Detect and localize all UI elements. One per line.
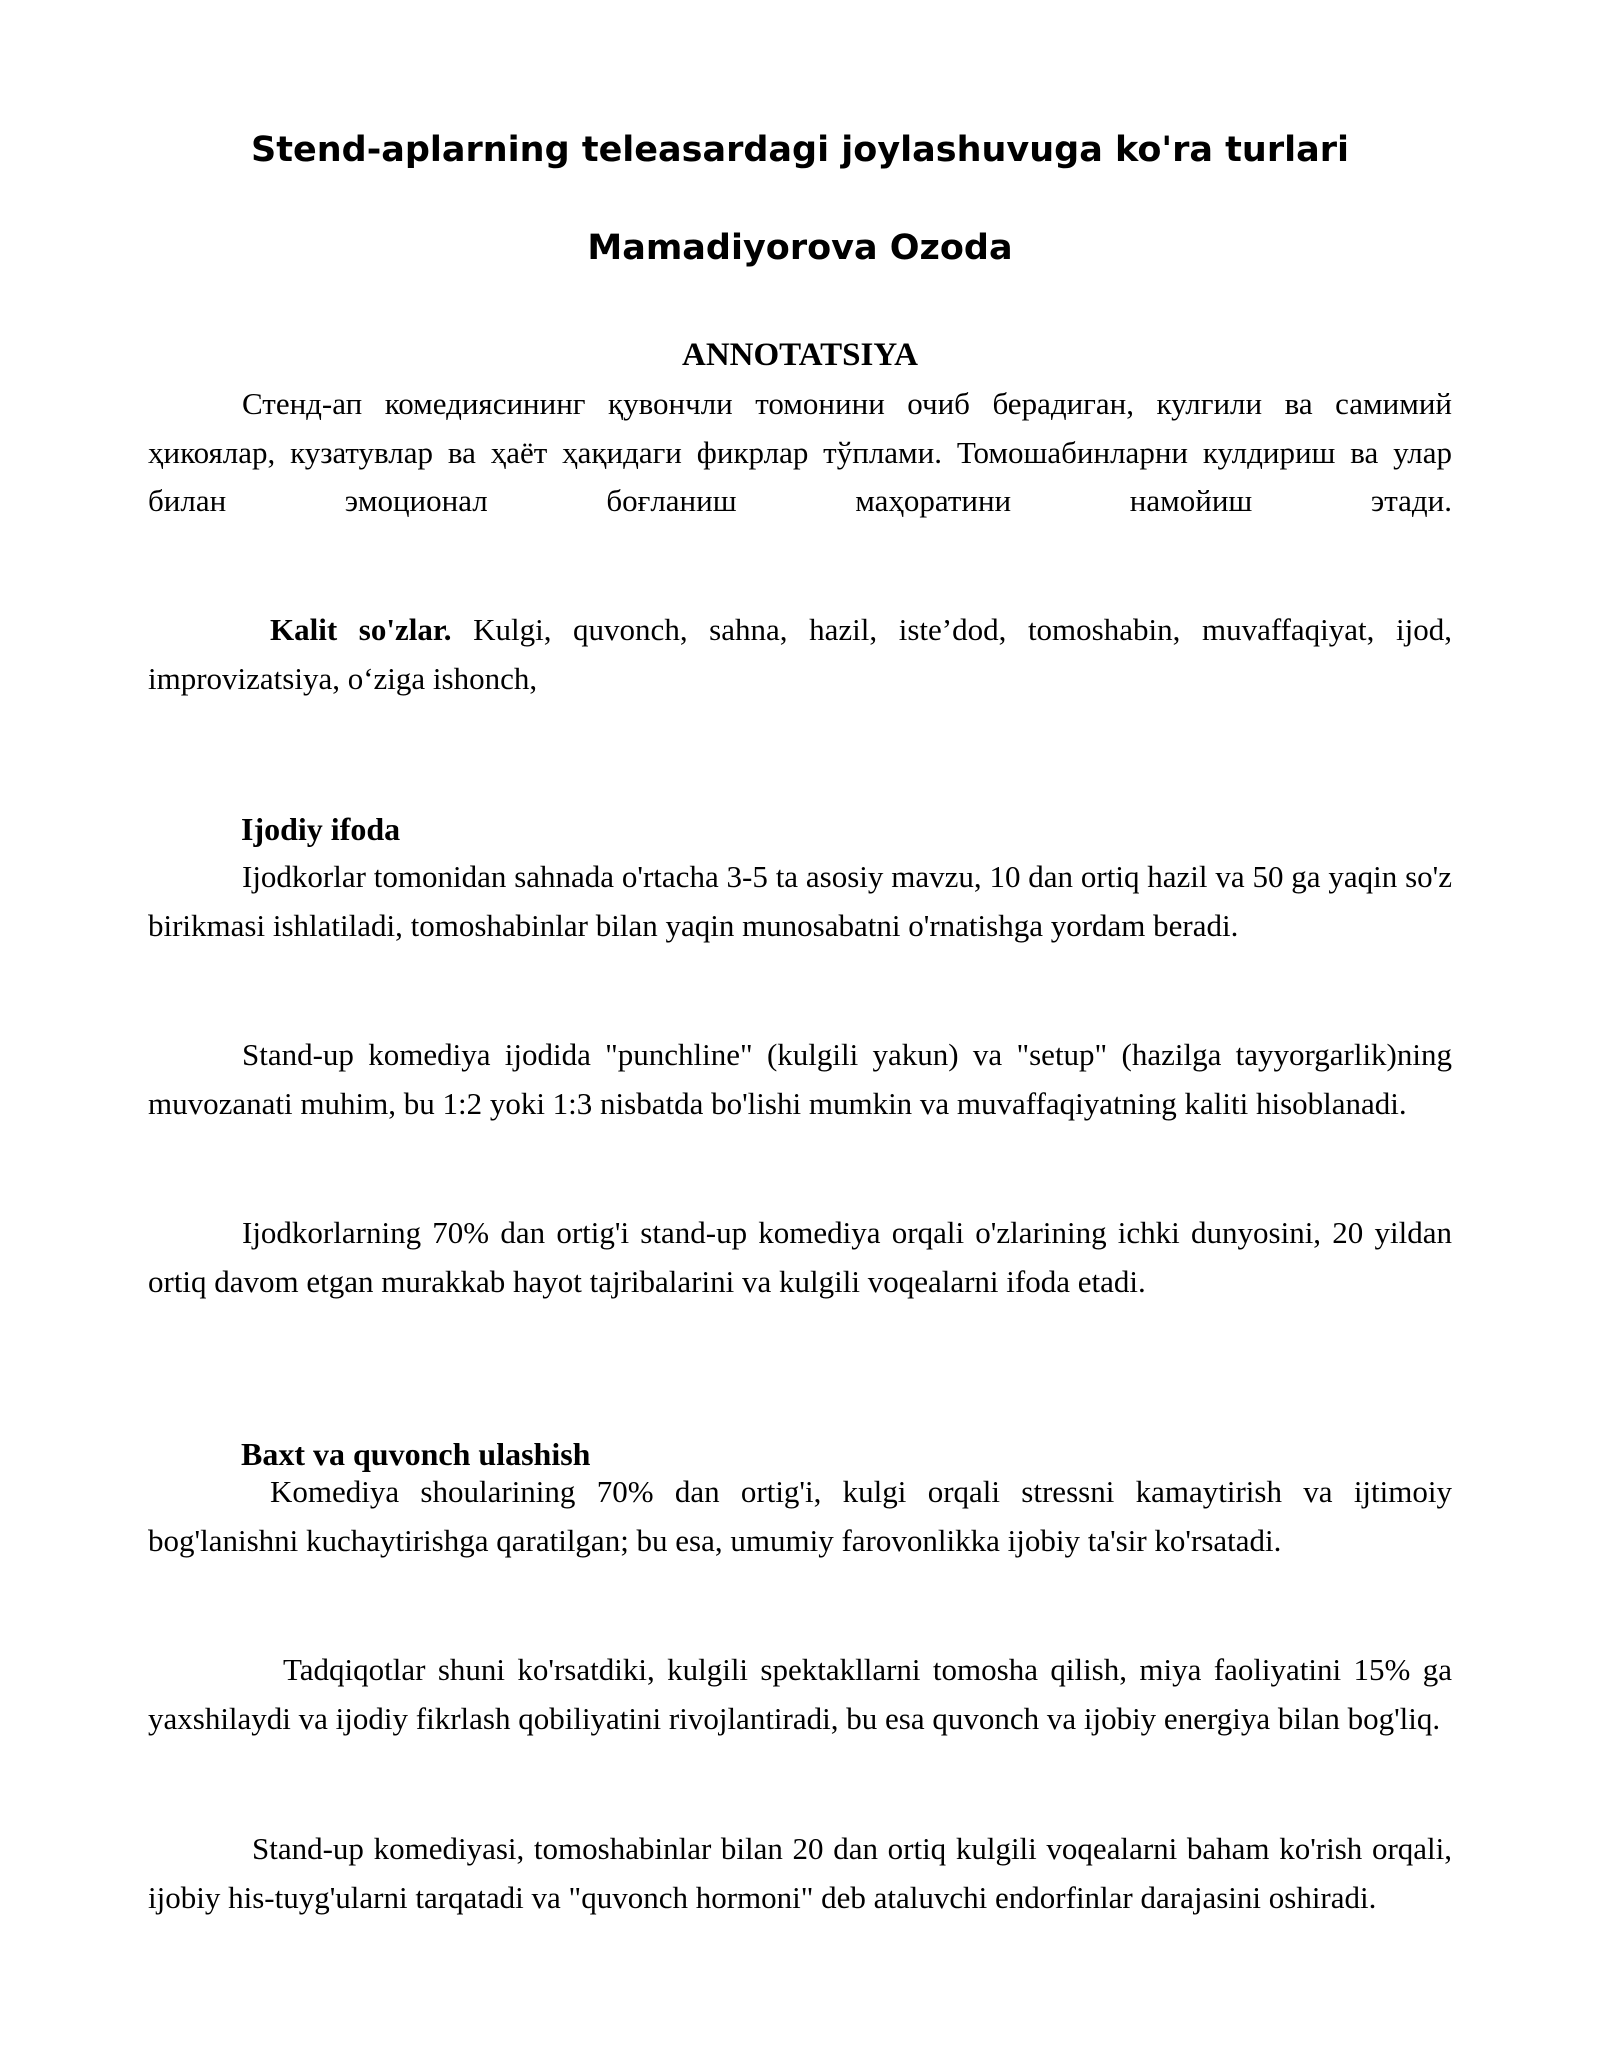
section-paragraph: Stand-up komediyasi, tomoshabinlar bilan 20 dan ortiq kulgili voqealarni baham ko'rish orqali, ijobiy his-tuyg'ularni tarqatadi va "quvonch hormoni" deb ataluvchi endorfinlar darajasini oshiradi. [148,1831,1452,1915]
annotation-heading: ANNOTATSIYA [682,337,918,373]
section-paragraph: Ijodkorlar tomonidan sahnada o'rtacha 3-5 ta asosiy mavzu, 10 dan ortiq hazil va 50 ga yaqin so'z birikmasi ishlatiladi, tomoshabinlar bilan yaqin munosabatni o'rnatishga yordam beradi. [148,859,1452,943]
annotation-paragraph: Стенд-ап комедиясининг қувончли томонини очиб берадиган, кулгили ва самимий ҳикоялар, кузатувлар ва ҳаёт ҳақидаги фикрлар тўплами. Томошабинларни кулдириш ва улар билан эмоционал боғланиш маҳоратини намойиш этади. [148,386,1452,518]
document-title: Stend-aplarning teleasardagi joylashuvuga ko'ra turlari [251,130,1349,170]
section-heading: Baxt va quvonch ulashish [241,1436,591,1472]
author-name: Mamadiyorova Ozoda [587,228,1013,268]
keywords-paragraph [148,606,1452,703]
section-paragraph: Komediya shoularining 70% dan ortig'i, kulgi orqali stressni kamaytirish va ijtimoiy bog'lanishni kuchaytirishga qaratilgan; bu esa, umumiy farovonlikka ijobiy ta'sir ko'rsatadi. [148,1474,1452,1558]
section-paragraph: Tadqiqotlar shuni ko'rsatdiki, kulgili spektakllarni tomosha qilish, miya faoliyatini 15% ga yaxshilaydi va ijodiy fikrlash qobiliyatini rivojlantiradi, bu esa quvonch va ijobiy energiya bilan bog'liq. [148,1652,1452,1736]
keywords-label: Kalit so'zlar. [270,612,452,647]
section-paragraph: Stand-up komediya ijodida "punchline" (kulgili yakun) va "setup" (hazilga tayyorgarlik)ning muvozanati muhim, bu 1:2 yoki 1:3 nisbatda bo'lishi mumkin va muvaffaqiyatning kaliti hisoblanadi. [148,1037,1452,1121]
section-heading: Ijodiy ifoda [241,811,401,847]
keywords-text: Kulgi, quvonch, sahna, hazil, iste’dod, tomoshabin, muvaffaqiyat, ijod, improvizatsiya, o‘ziga ishonch, [148,612,1452,696]
section-paragraph: Ijodkorlarning 70% dan ortig'i stand-up komediya orqali o'zlarining ichki dunyosini, 20 yildan ortiq davom etgan murakkab hayot tajribalarini va kulgili voqealarni ifoda etadi. [148,1215,1452,1299]
